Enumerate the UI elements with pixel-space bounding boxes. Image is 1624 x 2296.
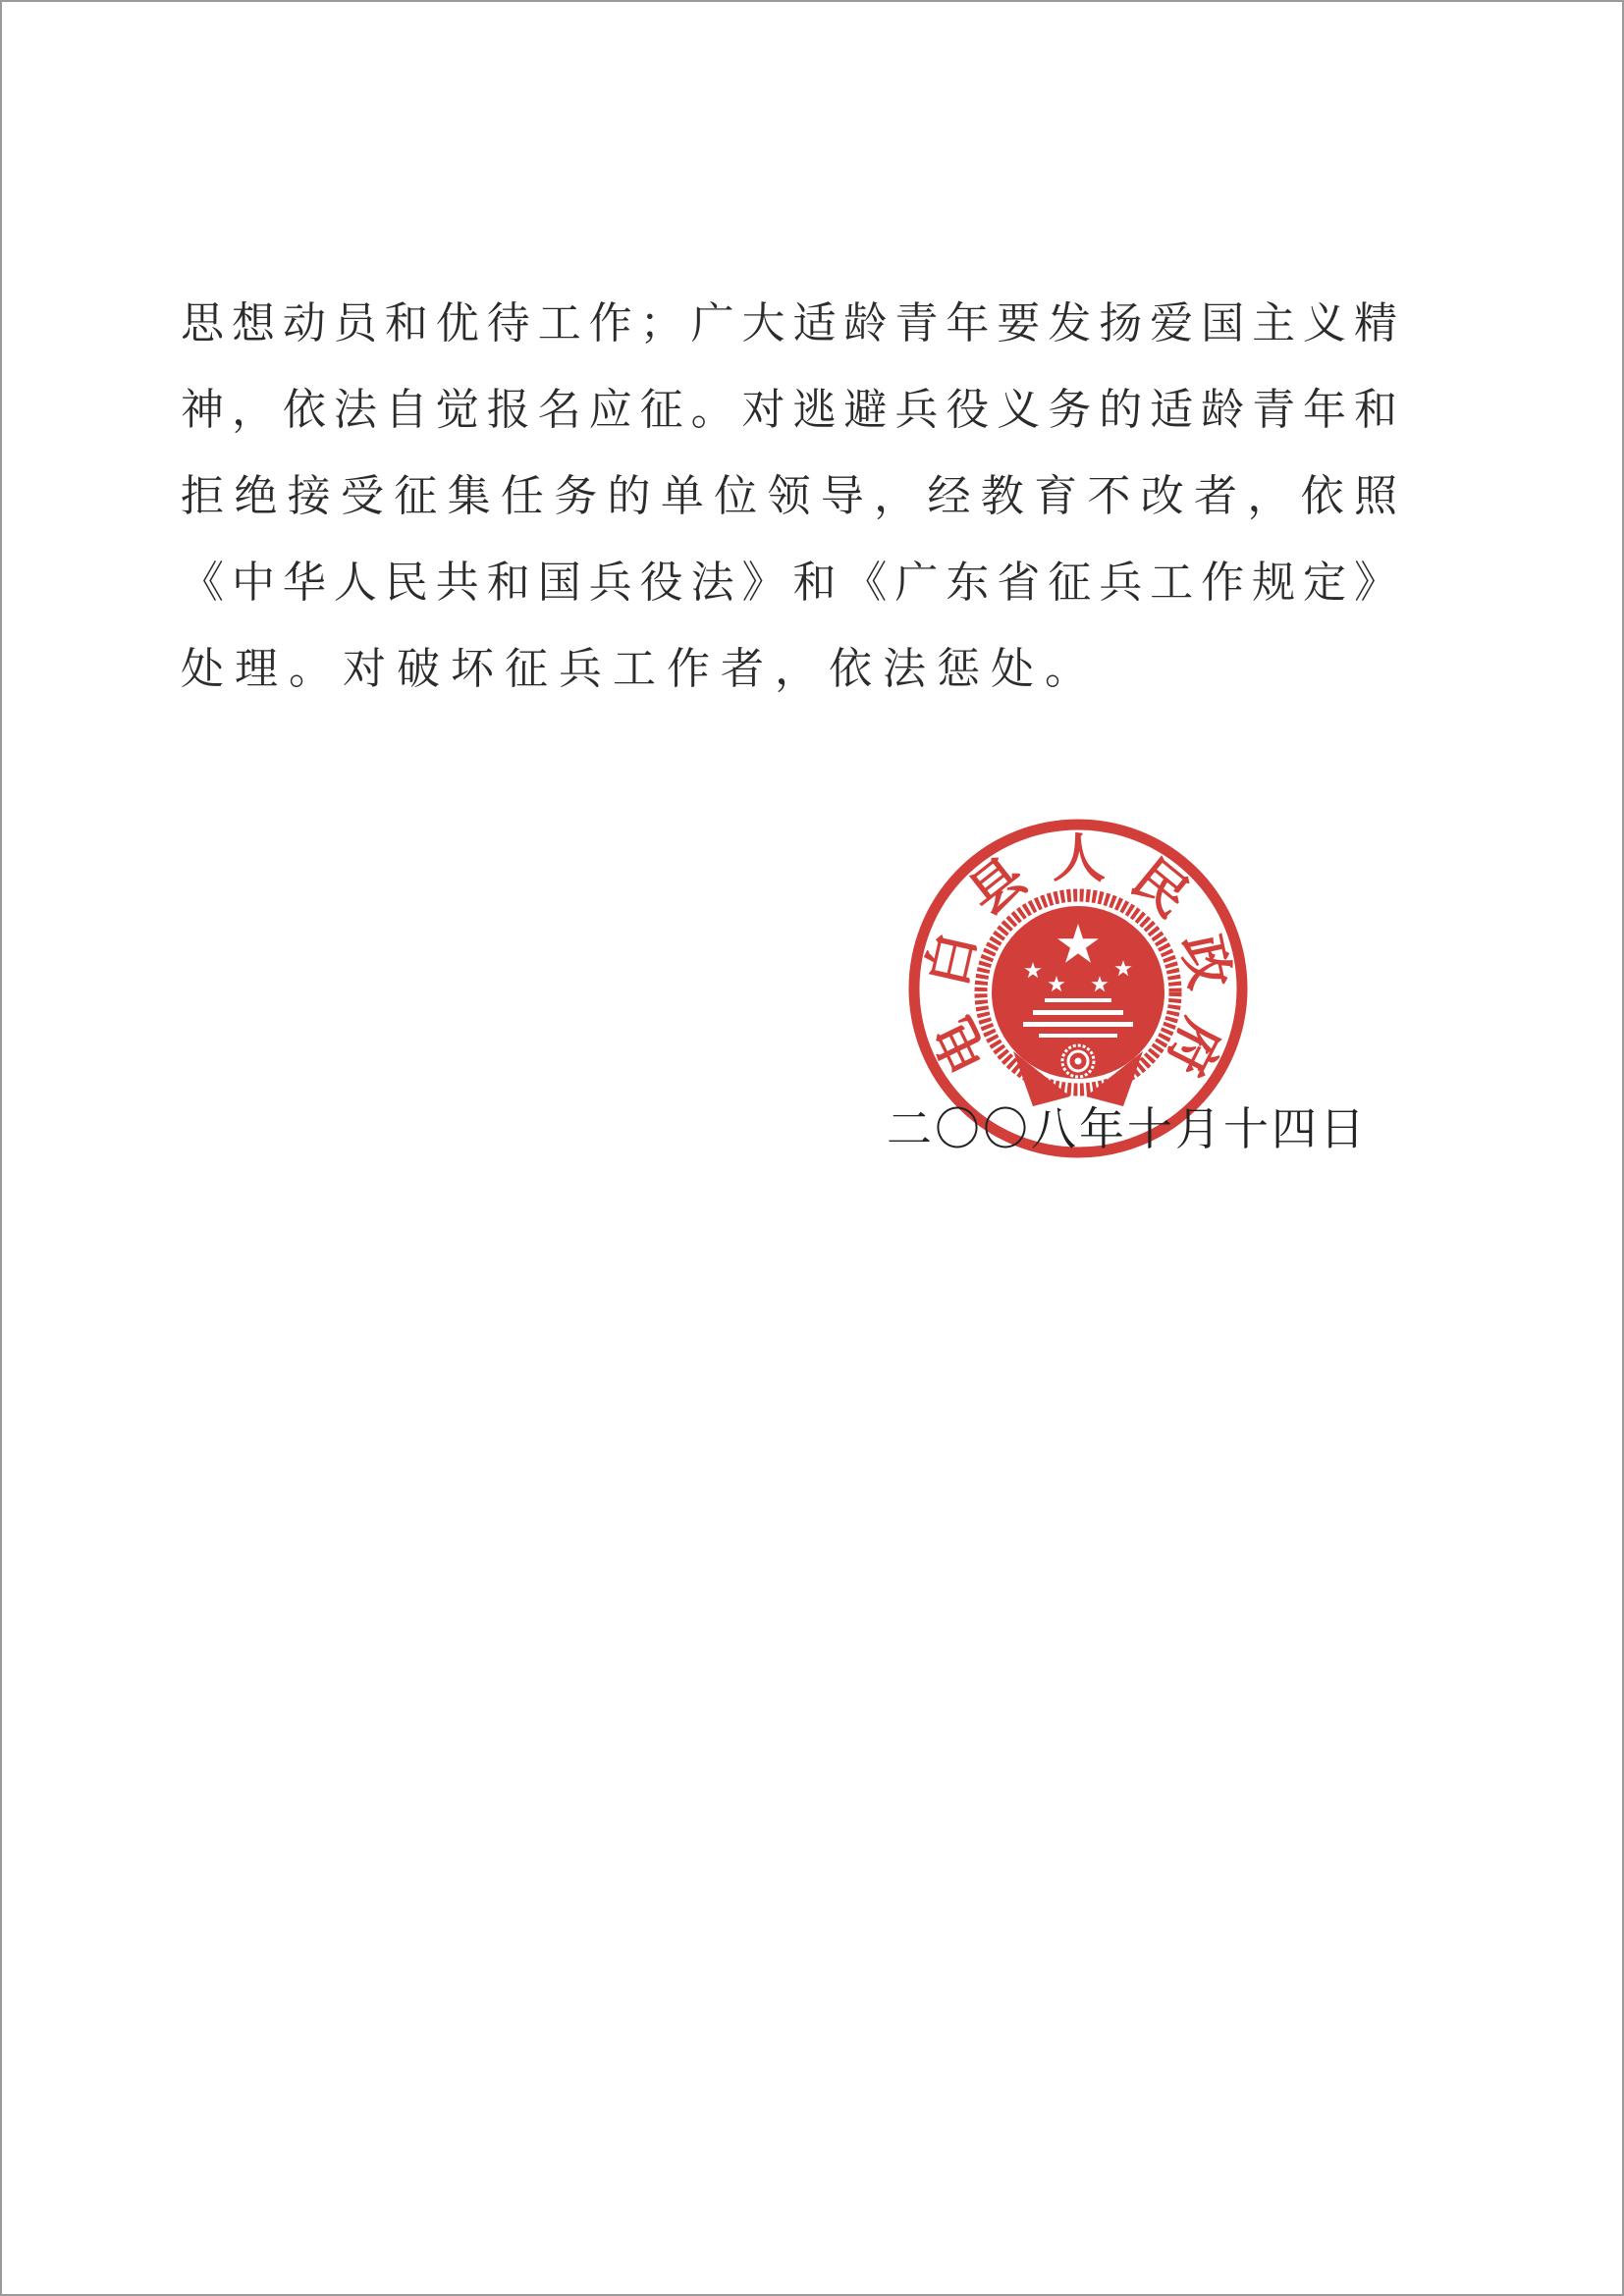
body-line-1: 思想动员和优待工作；广大适龄青年要发扬爱国主义精 xyxy=(181,299,1403,347)
body-paragraph xyxy=(181,281,1403,713)
body-line-3: 拒绝接受征集任务的单位领导，经教育不改者，依照 xyxy=(181,472,1403,520)
seal-character: 白 xyxy=(917,927,987,992)
date-line: 二〇〇八年十月十四日 xyxy=(887,1104,1368,1154)
seal-character: 电 xyxy=(923,1008,1001,1083)
seal-character: 府 xyxy=(1155,1010,1232,1085)
body-line-2: 神，依法自觉报名应征。对逃避兵役义务的适龄青年和 xyxy=(181,386,1403,434)
body-line-5: 处理。对破坏征兵工作者，依法惩处。 xyxy=(181,645,1099,693)
gear-icon xyxy=(1062,1045,1094,1077)
seal-character: 民 xyxy=(1120,848,1200,929)
seal-character: 人 xyxy=(1052,828,1107,889)
seal-character: 县 xyxy=(958,847,1037,927)
body-line-4: 《中华人民共和国兵役法》和《广东省征兵工作规定》 xyxy=(181,559,1403,607)
seal-character: 政 xyxy=(1170,930,1240,994)
